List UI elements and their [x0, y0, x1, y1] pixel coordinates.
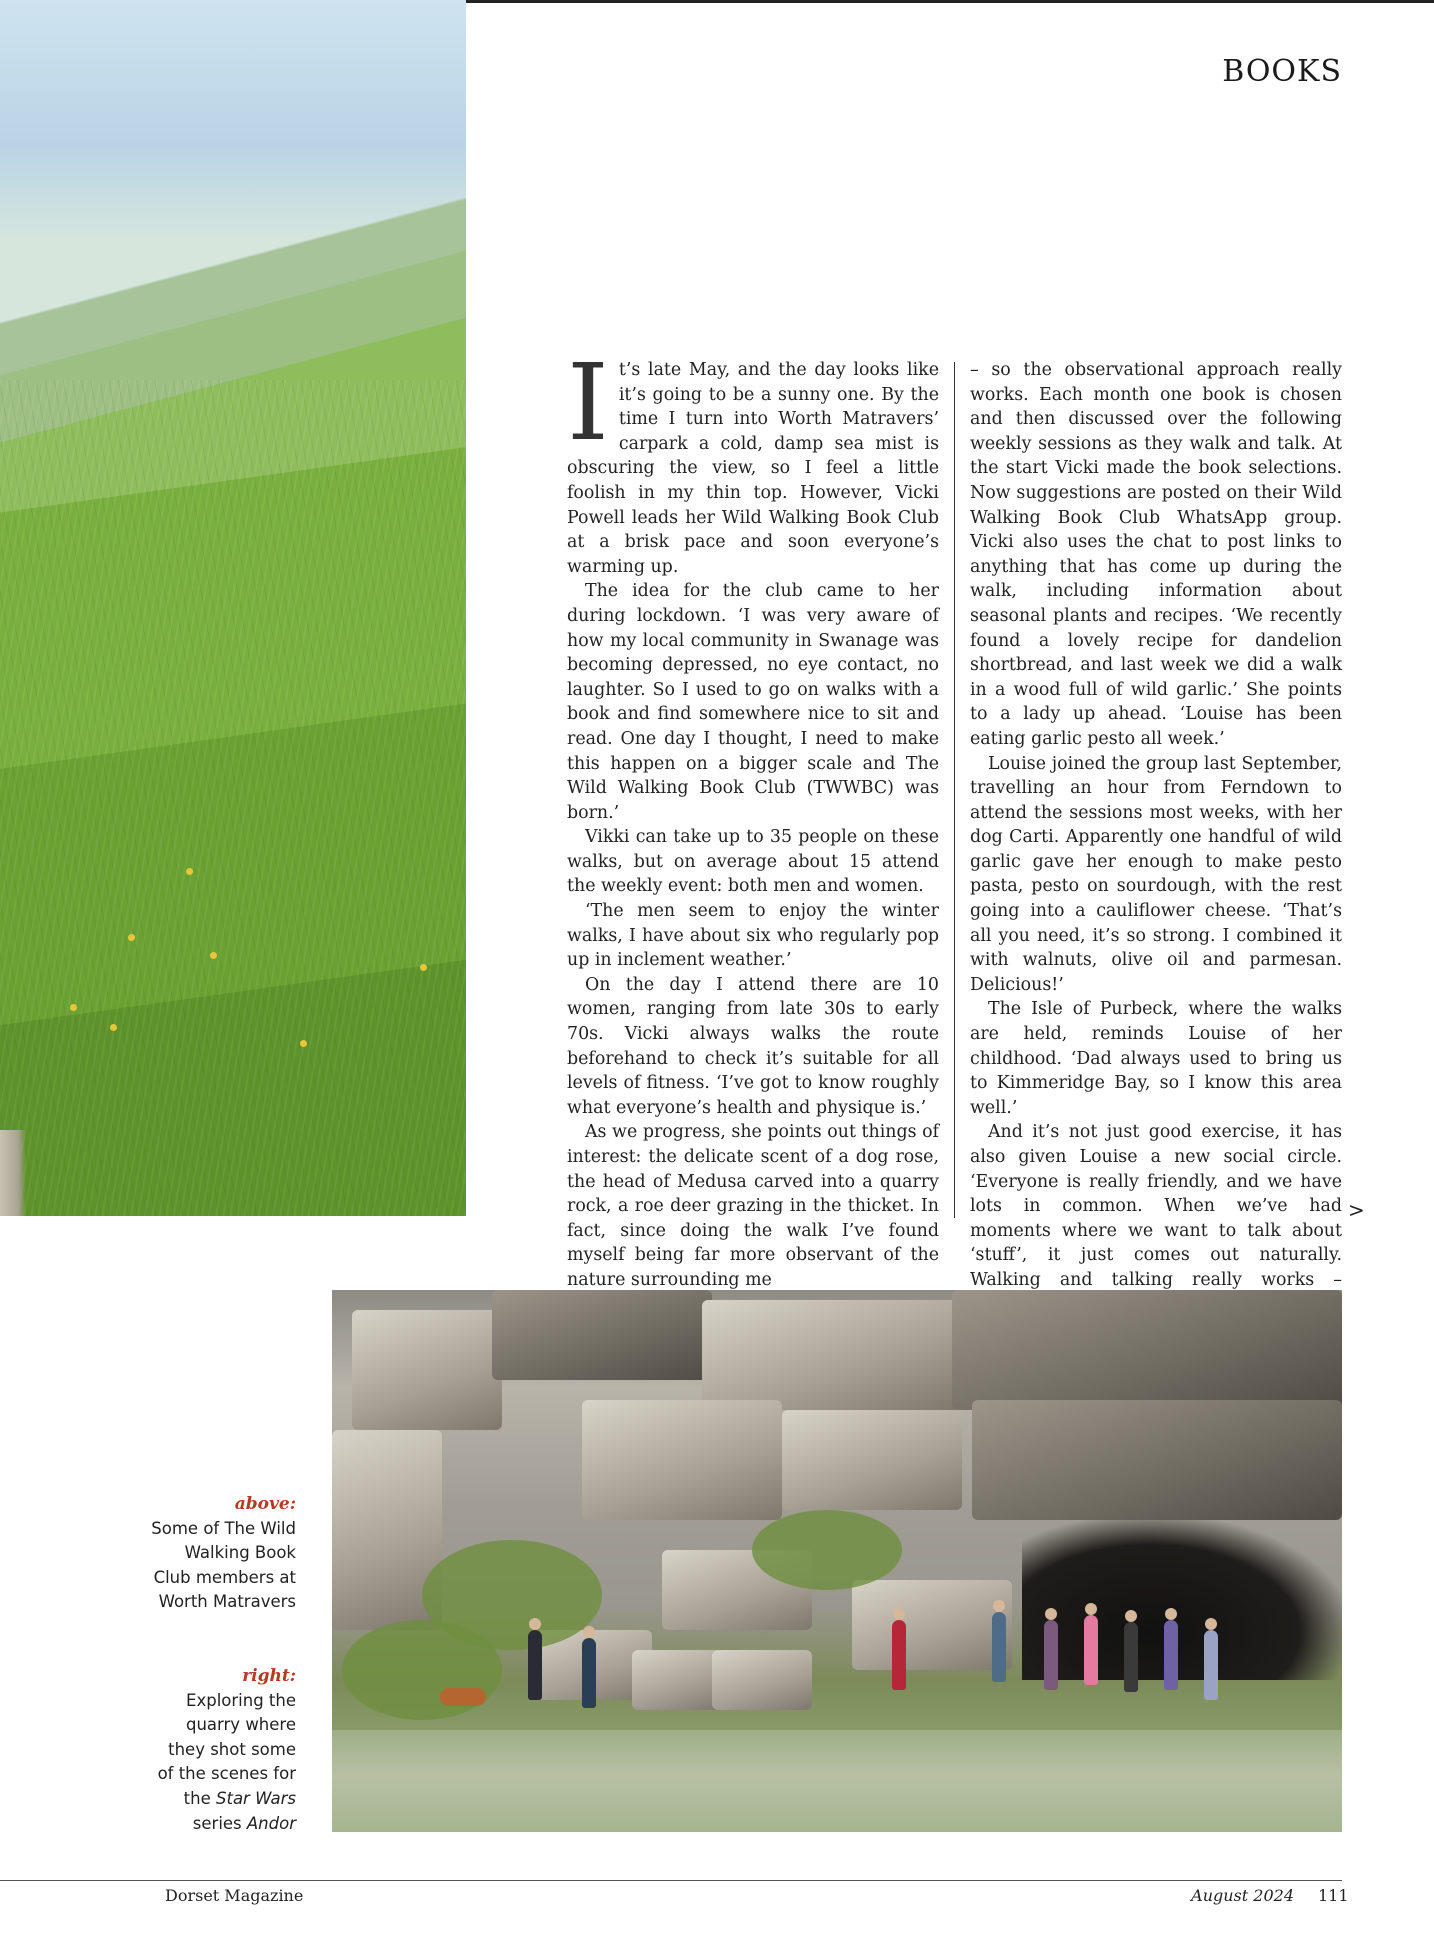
hillside-photo — [0, 0, 466, 1216]
quarry-photo — [332, 1290, 1342, 1832]
article-paragraph: Louise joined the group last September, travelling an hour from Ferndown to attend the sessions most weeks, with her dog Carti. Apparently one handful of wild garlic gave her enough to make pesto pasta, pesto on sourdough, with the rest going into a cauliflower cheese. ‘That’s all you need, it’s so strong. I combined it with walnuts, olive oil and parmesan. Delicious!’ — [970, 753, 1342, 995]
page-number: 111 — [1318, 1886, 1349, 1905]
article-paragraph: It’s late May, and the day looks like it’s going to be a sunny one. By the time I turn into Worth Matravers’ carpark a cold, damp sea mist is obscuring the view, so I feel a little foolish in my thin top. However, Vicki Powell leads her Wild Walking Book Club at a brisk pace and soon everyone’s warming up. — [567, 341, 939, 577]
article-paragraph: ‘The men seem to enjoy the winter walks, I have about six who regularly pop up in inclement weather.’ — [567, 901, 939, 971]
column-divider — [954, 362, 955, 1218]
article-column-1 — [567, 341, 939, 1290]
caption-above — [150, 1492, 296, 1615]
article-paragraph: And it’s not just good exercise, it has also given Louise a new social circle. ‘Everyone is really friendly, and we have lots in common. When we’ve had moments where we want to talk about ‘stuff’, it just comes out naturally. Walking and talking really works – — [970, 1122, 1342, 1290]
caption-right — [150, 1664, 296, 1836]
article-paragraph: The idea for the club came to her during lockdown. ‘I was very aware of how my local community in Swanage was becoming depressed, no eye contact, no laughter. So I used to go on walks with a book and find somewhere nice to sit and read. One day I thought, I need to make this happen on a bigger scale and The Wild Walking Book Club (TWWBC) was born.’ — [567, 581, 939, 823]
issue-date: August 2024 — [1191, 1886, 1294, 1905]
caption-label-right: right: — [242, 1666, 296, 1686]
caption-text-right: Exploring the quarry where they shot some of the scenes for the Star Wars series Andor — [157, 1690, 296, 1833]
article-paragraph: Vikki can take up to 35 people on these walks, but on average about 15 attend the weekly event: both men and women. — [567, 827, 939, 897]
article-paragraph: The Isle of Purbeck, where the walks are held, reminds Louise of her childhood. ‘Dad always used to bring us to Kimmeridge Bay, so I know this area well.’ — [970, 999, 1342, 1118]
article-paragraph: As we progress, she points out things of interest: the delicate scent of a dog rose, the head of Medusa carved into a quarry rock, a roe deer grazing in the thicket. In fact, since doing the walk I’ve found myself being far more observant of the nature surrounding me — [567, 1122, 939, 1290]
cave-entrance — [1022, 1520, 1342, 1680]
publication-name: Dorset Magazine — [165, 1886, 304, 1905]
article-paragraph: On the day I attend there are 10 women, ranging from late 30s to early 70s. Vicki always walks the route beforehand to check it’s suitable for all levels of fitness. ‘I’ve got to know roughly what everyone’s health and physique is.’ — [567, 974, 939, 1118]
footer-rule — [0, 1880, 1342, 1881]
section-title: BOOKS — [1222, 54, 1342, 89]
article-column-2 — [970, 358, 1342, 1290]
drop-cap: I — [567, 341, 609, 464]
article-paragraph: – so the observational approach really works. Each month one book is chosen and then discussed over the following weekly sessions as they walk and talk. At the start Vicki made the book selections. Now suggestions are posted on their Wild Walking Book Club WhatsApp group. Vicki also uses the chat to post links to anything that has come up during the walk, including information about seasonal plants and recipes. ‘We recently found a lovely recipe for dandelion shortbread, and last week we did a walk in a wood full of wild garlic.’ She points to a lady up ahead. ‘Louise has been eating garlic pesto all week.’ — [970, 360, 1342, 749]
caption-label-above: above: — [234, 1494, 296, 1514]
dog-figure — [440, 1688, 486, 1706]
continue-arrow-icon: > — [1348, 1198, 1365, 1222]
caption-text-above: Some of The Wild Walking Book Club members at Worth Matravers — [151, 1518, 296, 1612]
